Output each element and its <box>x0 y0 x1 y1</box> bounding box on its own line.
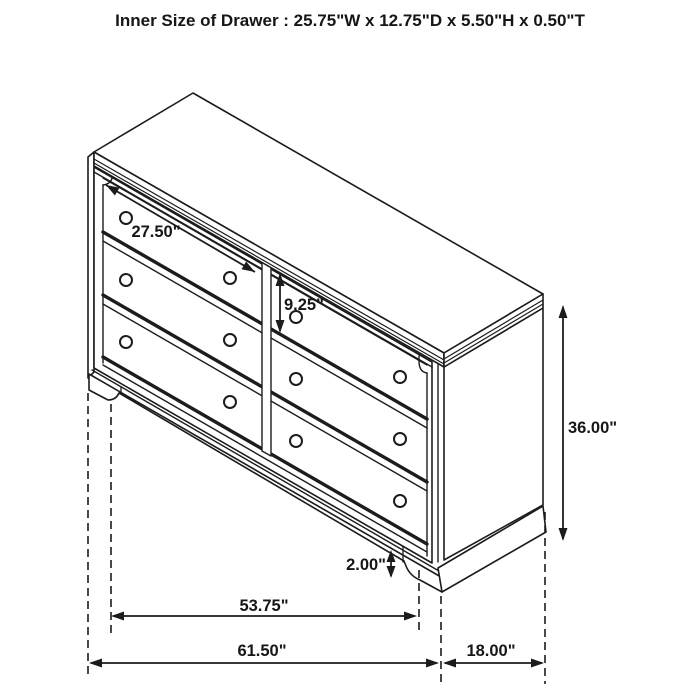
arrowhead <box>559 528 568 541</box>
arrowhead <box>404 612 417 621</box>
arrowhead <box>426 659 439 668</box>
dim-overall-height <box>559 305 618 541</box>
base-clearance-label: 2.00" <box>346 556 386 574</box>
overall-depth-label: 18.00" <box>466 642 516 660</box>
center-stile <box>262 259 271 456</box>
dresser-left-edge <box>88 152 94 378</box>
inner-drawer-size-title: Inner Size of Drawer : 25.75"W x 12.75"D x 5.50"H x 0.50"T <box>115 11 585 30</box>
arrowhead <box>559 305 568 318</box>
arrowhead <box>89 659 102 668</box>
feet-span-label: 53.75" <box>239 597 289 615</box>
dim-overall-depth <box>443 642 544 668</box>
drawer-width-label: 27.50" <box>131 223 181 241</box>
overall-width-label: 61.50" <box>237 642 287 660</box>
dim-base-clearance <box>346 550 395 578</box>
dim-feet-span <box>111 597 417 621</box>
arrowhead <box>387 566 396 578</box>
arrowhead <box>443 659 456 668</box>
overall-height-label: 36.00" <box>568 419 618 437</box>
arrowhead <box>111 612 124 621</box>
dim-overall-width <box>89 642 439 668</box>
arrowhead <box>531 659 544 668</box>
drawer-height-label: 9.25" <box>284 296 324 314</box>
